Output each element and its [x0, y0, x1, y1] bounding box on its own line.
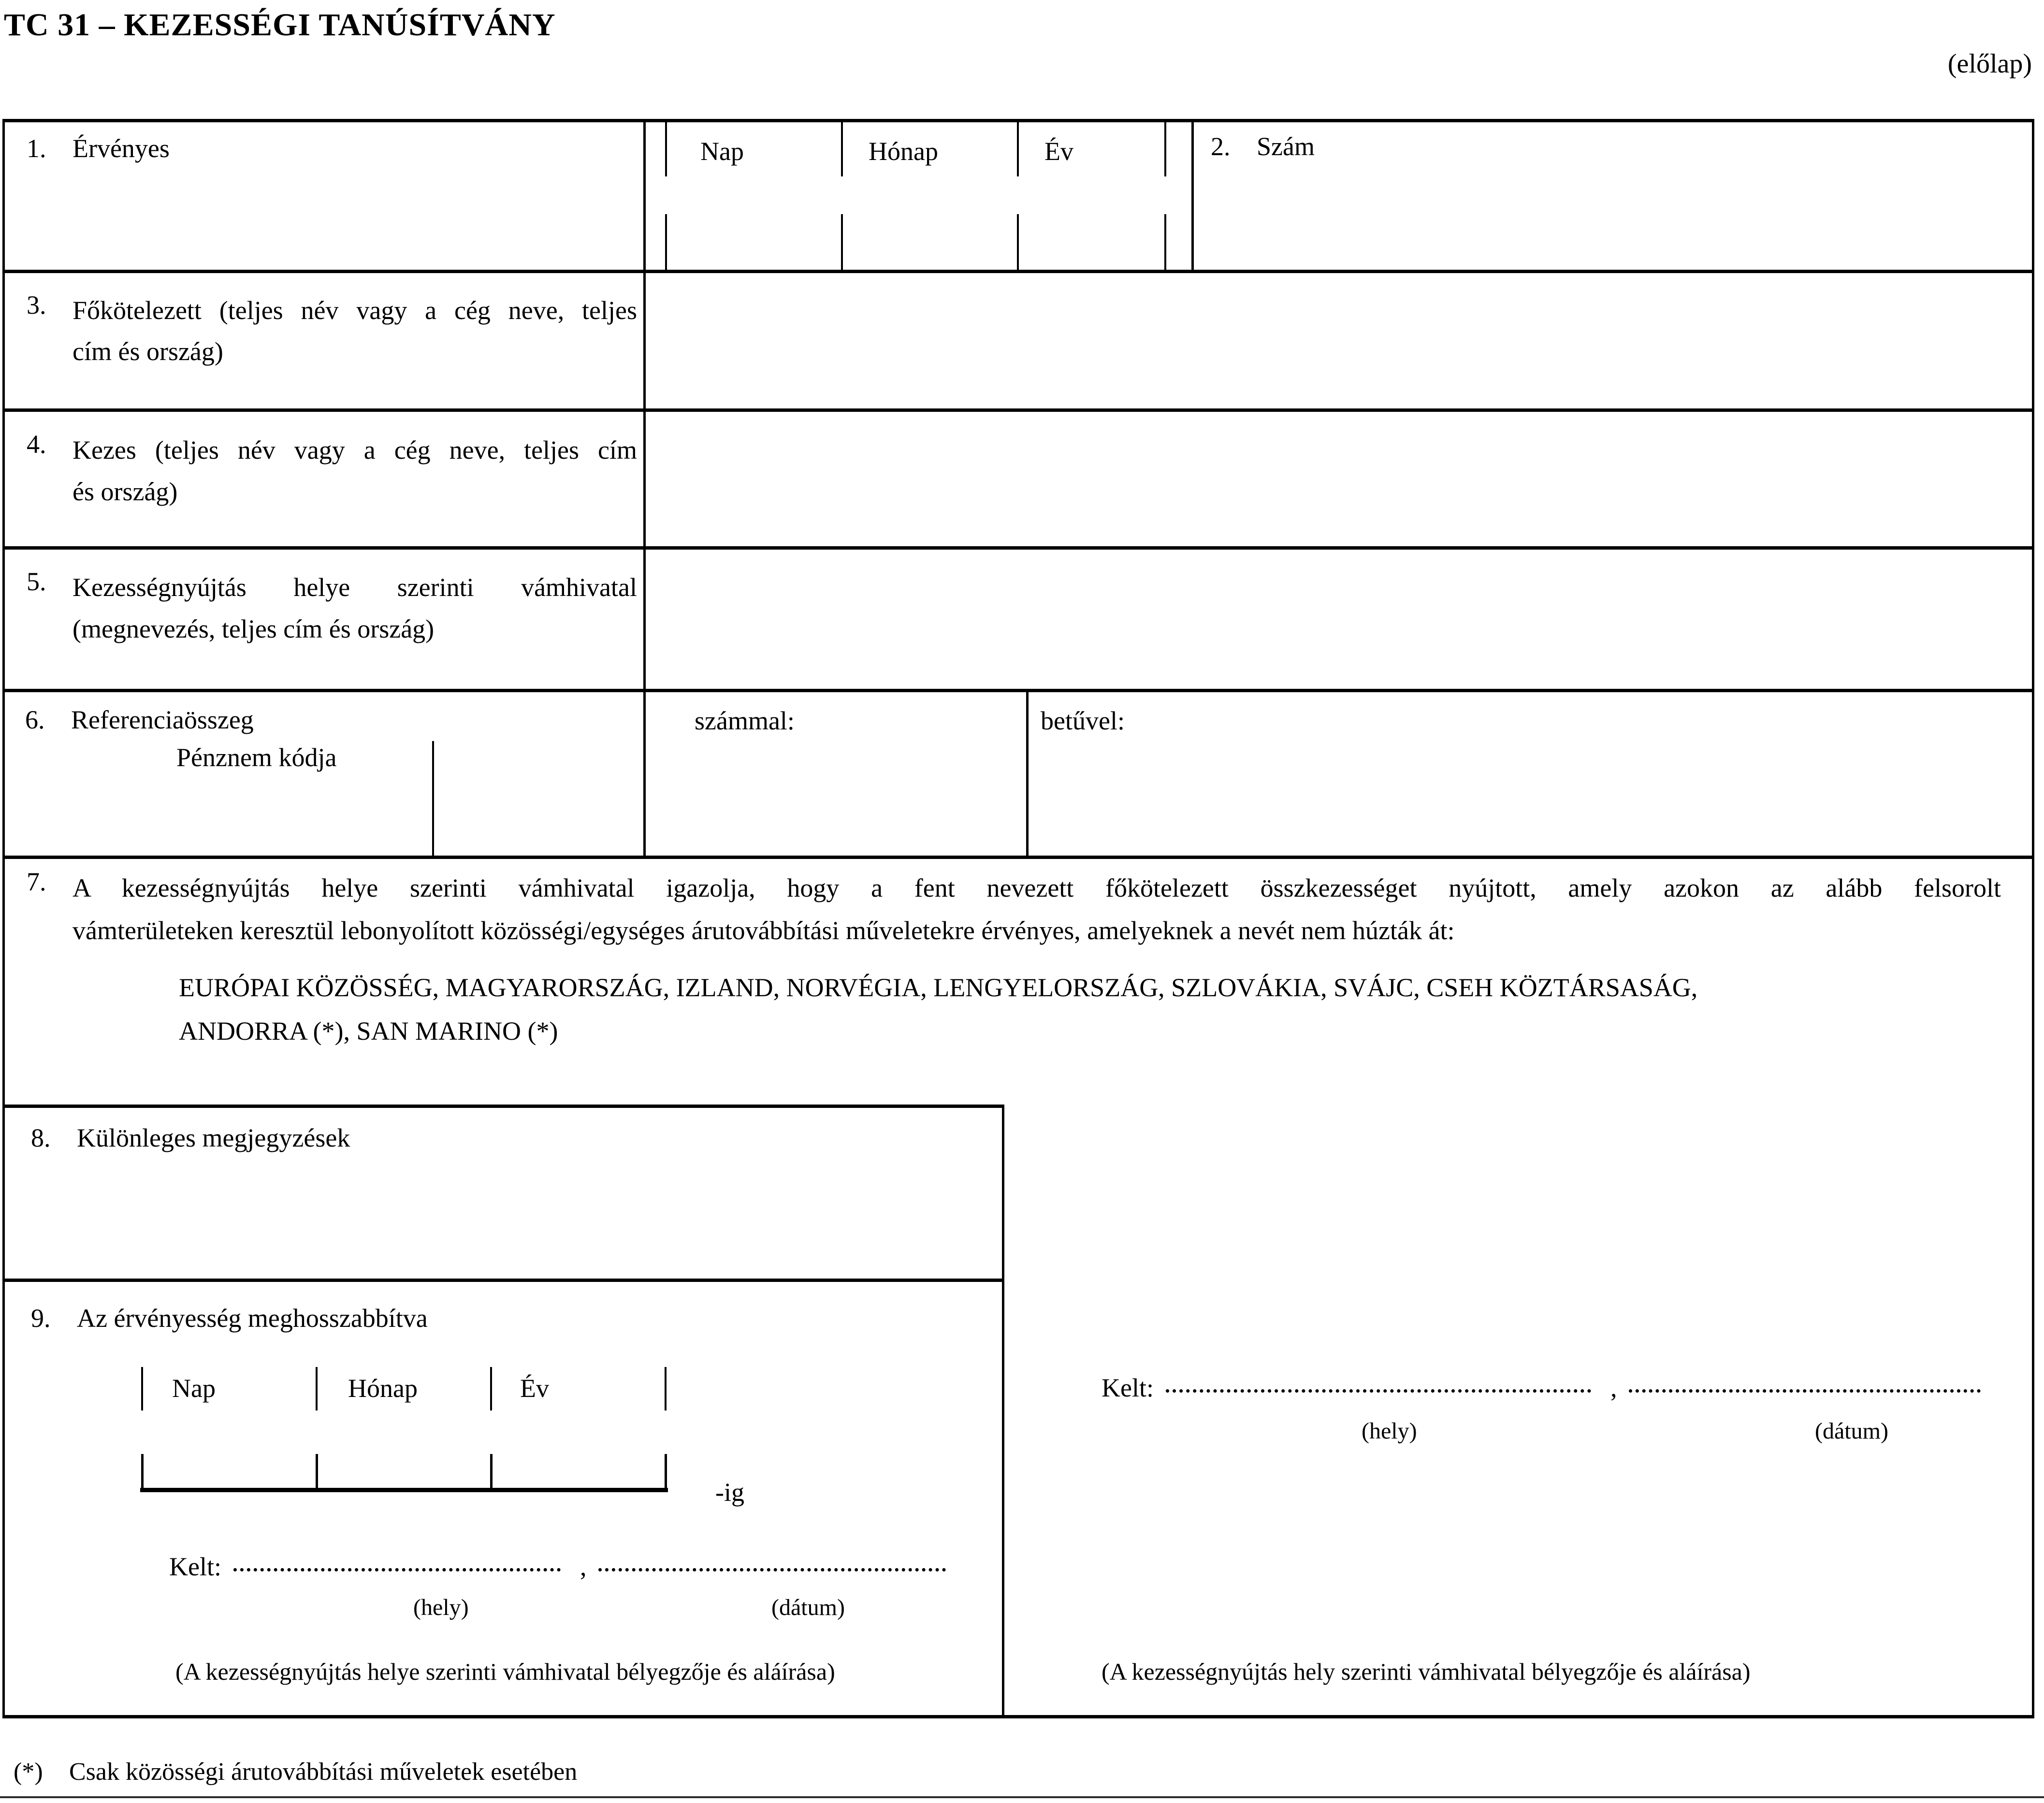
field4-label: Kezes (teljes név vagy a cég neve, teljes cím és ország)	[72, 436, 637, 506]
field3-label: Főkötelezett (teljes név vagy a cég neve, teljes cím és ország)	[72, 296, 637, 366]
field2-label: Szám	[1257, 132, 1315, 161]
year-header: Év	[1044, 137, 1073, 166]
place-blank-right[interactable]	[1166, 1389, 1591, 1393]
field6-label-row	[25, 705, 634, 735]
special-remarks-entry[interactable]	[7, 1167, 998, 1275]
footnote	[14, 1758, 1174, 1787]
field9-label: Az érvényesség meghosszabbítva	[77, 1304, 428, 1333]
kelt-label-left: Kelt:	[169, 1552, 221, 1581]
box8-right-border	[1002, 1105, 1004, 1718]
until-suffix: -ig	[715, 1478, 744, 1507]
field5-label: Kezességnyújtás helye szerinti vámhivatal (megnevezés, teljes cím és ország)	[72, 573, 637, 643]
date-tick	[141, 1367, 143, 1410]
place-label-left: (hely)	[413, 1595, 469, 1620]
table-border-right	[2032, 119, 2034, 1718]
guarantor-entry[interactable]	[648, 412, 2029, 544]
amount-words-entry[interactable]	[1030, 744, 2029, 853]
table-border-bottom	[2, 1715, 2034, 1718]
figures-words-divider	[1026, 689, 1029, 859]
place-blank-left[interactable]	[233, 1568, 561, 1571]
in-words-label: betűvel:	[1041, 706, 1125, 735]
date-tick	[1164, 122, 1166, 176]
box8-top-border	[2, 1105, 1004, 1108]
date-tick	[665, 1367, 667, 1410]
stamp-note-left: (A kezességnyújtás helye szerinti vámhivatal bélyegzője és aláírása)	[175, 1658, 835, 1685]
field3-number: 3.	[27, 291, 46, 320]
in-figures-label: számmal:	[695, 706, 795, 735]
page-bottom-rule	[0, 1796, 2044, 1798]
field8-number: 8.	[31, 1123, 51, 1152]
row6-bottom-border	[2, 856, 2034, 859]
field2-label-row	[1211, 131, 2008, 161]
office-entry[interactable]	[648, 550, 2029, 686]
field5-number: 5.	[27, 567, 46, 596]
table-border-top	[2, 119, 2034, 122]
field8-label: Különleges megjegyzések	[77, 1123, 350, 1152]
table-border-left	[2, 119, 5, 1718]
field1-label-row	[27, 133, 626, 163]
field4-number: 4.	[27, 430, 46, 459]
comma-right: ,	[1610, 1373, 1617, 1402]
field1-number: 1.	[27, 134, 46, 163]
date-tick	[316, 1367, 318, 1410]
row4-bottom-border	[2, 546, 2034, 550]
field9-number: 9.	[31, 1304, 51, 1333]
field2-left-border	[1191, 119, 1194, 273]
field6-label: Referenciaösszeg	[71, 705, 254, 734]
date-bracket-bottom	[140, 1488, 668, 1492]
page-title: TC 31 – KEZESSÉGI TANÚSÍTVÁNY	[4, 7, 556, 43]
place-label-right: (hely)	[1362, 1418, 1417, 1444]
year-header-extension: Év	[520, 1374, 549, 1403]
field2-number: 2.	[1211, 132, 1231, 161]
kelt-line-right	[1102, 1373, 1981, 1403]
number-entry[interactable]	[1196, 176, 2028, 266]
day-header-extension: Nap	[172, 1374, 216, 1403]
footnote-text: Csak közösségi árutovábbítási műveletek esetében	[69, 1758, 578, 1786]
date-tick	[841, 122, 843, 176]
footnote-marker: (*)	[14, 1758, 43, 1786]
currency-code-label: Pénznem kódja	[176, 743, 337, 772]
principal-entry[interactable]	[648, 273, 2029, 406]
date-tick	[1164, 214, 1166, 270]
field7-number: 7.	[27, 867, 46, 896]
page-marker: (előlap)	[1947, 49, 2032, 79]
currency-code-entry[interactable]	[436, 744, 641, 853]
field6-number: 6.	[25, 705, 45, 734]
field8-label-row	[31, 1123, 949, 1153]
currency-code-line	[432, 741, 434, 859]
validity-date-entry[interactable]	[667, 218, 1164, 268]
date-bracket-line	[665, 1454, 667, 1491]
date-tick	[490, 1367, 492, 1410]
field9-label-row	[31, 1303, 949, 1333]
date-tick	[1017, 122, 1019, 176]
comma-left: ,	[580, 1552, 587, 1581]
month-header: Hónap	[869, 137, 938, 166]
date-blank-right[interactable]	[1629, 1389, 1981, 1393]
box8-box9-divider	[2, 1279, 1004, 1282]
kelt-label-right: Kelt:	[1102, 1373, 1154, 1402]
date-label-right: (dátum)	[1815, 1418, 1888, 1444]
row1-bottom-border	[2, 270, 2034, 273]
field7-paragraph: A kezességnyújtás helye szerinti vámhivatal igazolja, hogy a fent nevezett főkötelezett összkezességet nyújtott, amely azokon az alább felsorolt vámterületeken keresztül lebonyolított közösségi/egységes árutovábbítási műveletekre érvényes, amelyeknek a nevét nem húzták át:	[72, 873, 2001, 945]
date-blank-left[interactable]	[598, 1568, 946, 1571]
row3-bottom-border	[2, 408, 2034, 412]
extension-date-entry[interactable]	[143, 1456, 665, 1487]
row5-bottom-border	[2, 689, 2034, 692]
kelt-line-left	[169, 1552, 946, 1582]
date-tick	[665, 122, 667, 176]
field1-label: Érvényes	[72, 134, 170, 163]
month-header-extension: Hónap	[348, 1374, 418, 1403]
field7-country-list: EURÓPAI KÖZÖSSÉG, MAGYARORSZÁG, IZLAND, NORVÉGIA, LENGYELORSZÁG, SZLOVÁKIA, SVÁJC, CSEH KÖZTÁRSASÁG, ANDORRA (*), SAN MARINO (*)	[179, 973, 1698, 1046]
amount-figures-entry[interactable]	[648, 744, 1024, 853]
day-header: Nap	[700, 137, 744, 166]
date-label-left: (dátum)	[771, 1595, 845, 1620]
label-column-divider	[643, 119, 646, 858]
stamp-note-right: (A kezességnyújtás hely szerinti vámhivatal bélyegzője és aláírása)	[1102, 1658, 1751, 1685]
